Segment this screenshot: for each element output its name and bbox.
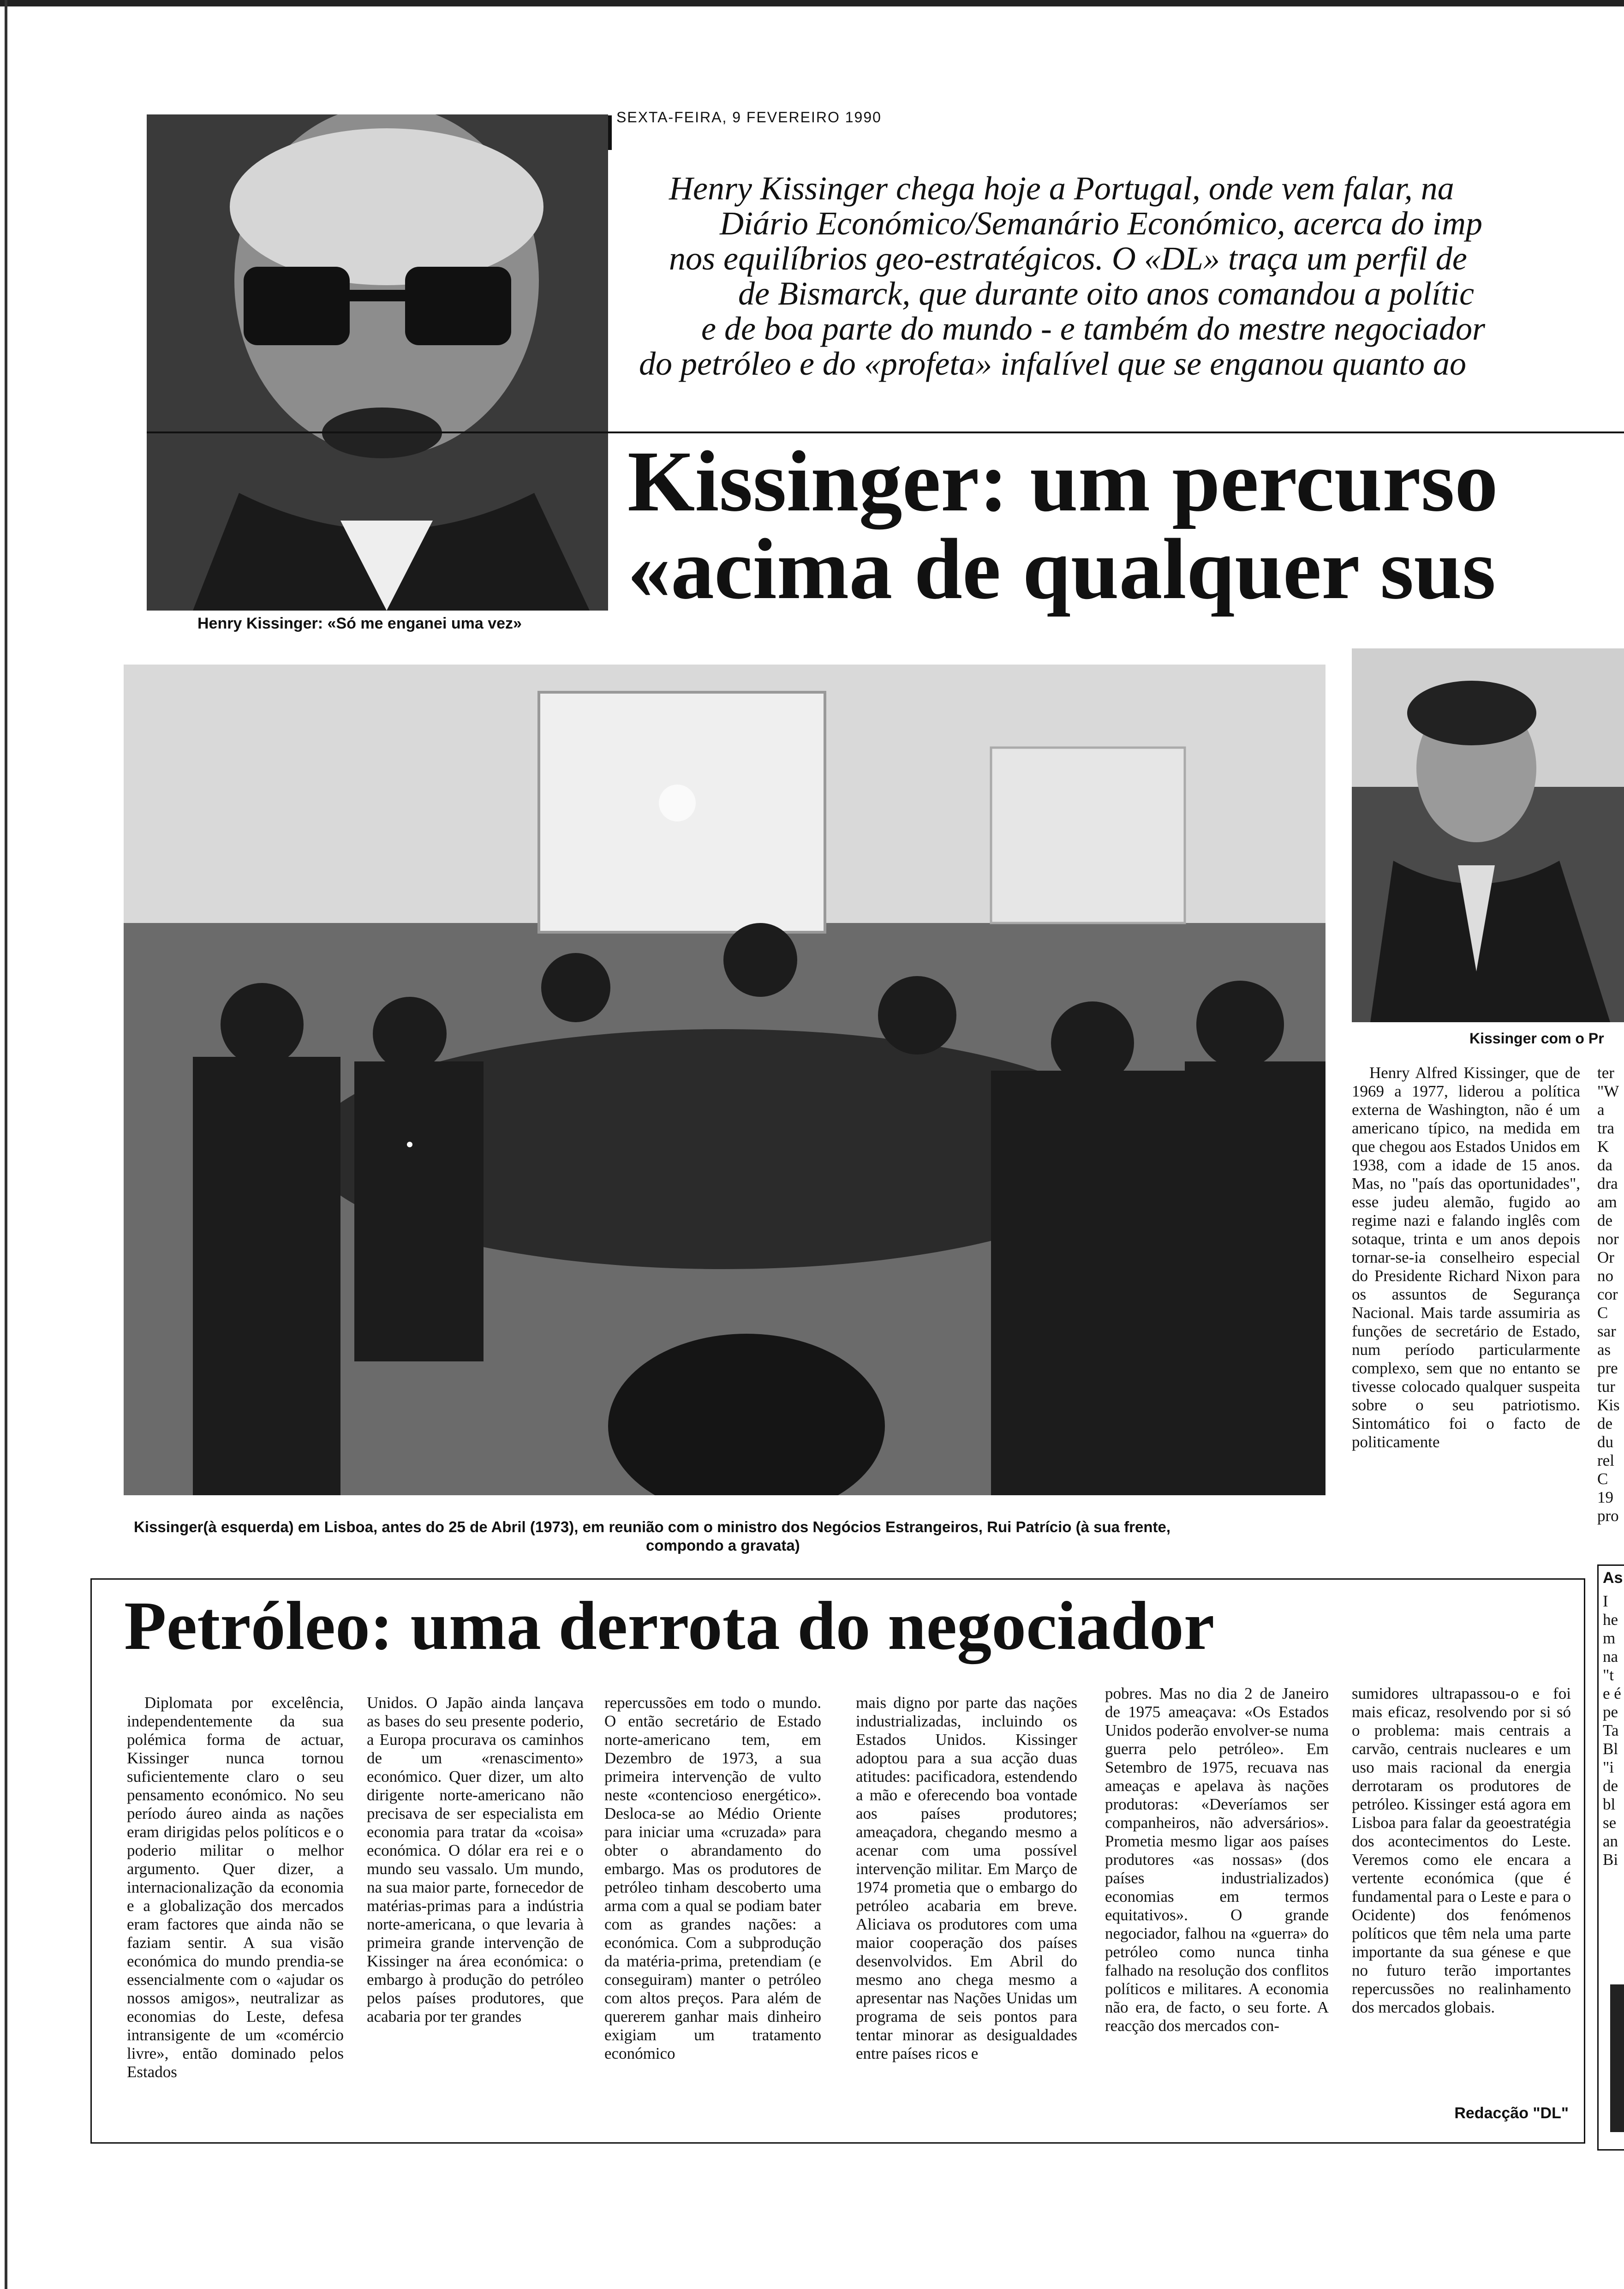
- lead-line: nos equilíbrios geo-estratégicos. O «DL» traça um perfil de: [669, 240, 1467, 277]
- edge-word: se: [1603, 1814, 1617, 1832]
- edge-word: pro: [1597, 1507, 1619, 1525]
- edge-word: pe: [1603, 1703, 1618, 1721]
- headline-line-2: «acima de qualquer sus: [627, 521, 1496, 617]
- lead-line: Diário Económico/Semanário Económico, acerca do imp: [720, 205, 1483, 242]
- right-sidebar-heading: As: [1603, 1569, 1623, 1587]
- article-column-text: Diplomata por excelência, independentemente da sua polémica forma de actuar, Kissinger nunca tornou suficientemente claro o seu pensamento económico. No seu período áureo ainda as nações eram dirigidas pelos políticos e o poderio militar o melhor argumento. Quer dizer, a internacionalização da economia e a globalização dos mercados eram factores que ainda não se faziam sentir. A sua visão económica do mundo prendia-se essencialmente com o «ajudar os nossos amigos», neutralizar as economias do Leste, defesa intransigente de um «comércio livre», então dominado pelos Estados: [127, 1694, 344, 2081]
- edge-word: an: [1603, 1832, 1618, 1850]
- edge-word: e é: [1603, 1684, 1621, 1702]
- nixon-caption: Kissinger com o Pr: [1469, 1030, 1604, 1047]
- portrait-caption: Henry Kissinger: «Só me enganei uma vez»: [197, 615, 522, 632]
- article-column-5: [1105, 1684, 1329, 2132]
- edge-word: sar: [1597, 1322, 1616, 1340]
- lead-paragraph: [614, 166, 1624, 443]
- edge-word: de: [1603, 1777, 1618, 1795]
- headline-line-1: Kissinger: um percurso: [627, 436, 1498, 529]
- article-column-2: [367, 1694, 584, 2132]
- edge-word: de: [1597, 1414, 1613, 1432]
- edge-word: de: [1597, 1211, 1613, 1229]
- edge-word: cor: [1597, 1285, 1618, 1303]
- right-sidebar-photo: [1610, 1984, 1624, 2132]
- main-headline: [623, 436, 1624, 621]
- meeting-caption-line-2: compondo a gravata): [646, 1537, 800, 1554]
- profile-text: Henry Alfred Kissinger, que de 1969 a 1977, liderou a política externa de Washington, não é um americano típico, na medida em que chegou aos Estados Unidos em 1938, com a idade de 15 anos. Mas, no "país das oportunidades", esse judeu alemão, fugido ao regime nazi e falando inglês com sotaque, trinta e um anos depois tornar-se-ia conselheiro especial do Presidente Richard Nixon para os assuntos de Segurança Nacional. Mais tarde assumiria as funções de secretário de Estado, num período particularmente complexo, sem que no entanto se tivesse colocado qualquer suspeita sobre o seu patriotismo. Sintomático foi o facto de politicamente: [1352, 1064, 1580, 1451]
- edge-word: am: [1597, 1193, 1617, 1211]
- article-column-3: [604, 1694, 821, 2132]
- edge-word: dra: [1597, 1174, 1618, 1192]
- article-column-text: pobres. Mas no dia 2 de Janeiro de 1975 ameaçava: «Os Estados Unidos poderão envolver-se numa guerra pelo petróleo». Em Setembro de 1975, recuava nas ameaças e apelava às nações produtoras: «Deveríamos ser companheiros, não adversários». Prometia mesmo ligar aos países produtores «as nossas» (dos países industrializados) economias em termos equitativos». O grande negociador, falhou na «guerra» do petróleo como nunca tinha falhado na resolução dos conflitos políticos e militares. A economia não era, de facto, o seu forte. A reacção dos mercados con-: [1105, 1684, 1329, 2035]
- left-border: [5, 0, 7, 2289]
- edge-word: tra: [1597, 1119, 1614, 1137]
- lead-line: do petróleo e do «profeta» infalível que se enganou quanto ao: [639, 345, 1467, 382]
- article-column-4: [856, 1694, 1077, 2132]
- meeting-illustration: [124, 665, 1325, 1495]
- lead-line: Henry Kissinger chega hoje a Portugal, onde vem falar, na: [669, 170, 1454, 207]
- lead-line: de Bismarck, que durante oito anos comandou a polític: [738, 275, 1475, 312]
- edge-word: Or: [1597, 1248, 1614, 1266]
- article-column-text: sumidores ultrapassou-o e foi mais eficaz, resolvendo por si só o problema: mais centrais a carvão, centrais nucleares e um uso mais racional da energia derrotaram os produtores de petróleo. Kissinger está agora em Lisboa para falar da geoestratégia dos acontecimentos do Leste. Veremos como ele encara a vertente económica (que é fundamental para o Leste e para o Ocidente) dos fenómenos políticos que têm nela uma parte importante da sua génese e que no futuro terão importantes repercussões no realinhamento dos mercados globais.: [1352, 1684, 1571, 2016]
- edge-word: Kis: [1597, 1396, 1620, 1414]
- edge-word: m: [1603, 1629, 1616, 1647]
- edge-word: pre: [1597, 1359, 1618, 1377]
- edge-word: C: [1597, 1304, 1608, 1322]
- edge-word: da: [1597, 1156, 1613, 1174]
- edge-word: bl: [1603, 1795, 1616, 1813]
- lead-line: e de boa parte do mundo - e também do mestre negociador: [701, 310, 1485, 347]
- edge-word: Bl: [1603, 1740, 1618, 1758]
- edge-word: a: [1597, 1101, 1605, 1119]
- dateline: SEXTA-FEIRA, 9 FEVEREIRO 1990: [616, 109, 882, 126]
- edge-word: K: [1597, 1138, 1609, 1156]
- right-sidebar-edge: [1603, 1592, 1624, 1915]
- edge-word: du: [1597, 1433, 1613, 1451]
- article-column-6: [1352, 1684, 1571, 2100]
- edge-word: 19: [1597, 1488, 1613, 1506]
- portrait-illustration: [147, 114, 608, 611]
- profile-edge-column: [1597, 1064, 1624, 1594]
- article-column-text: Unidos. O Japão ainda lançava as bases do seu presente poderio, a Europa procurava os caminhos de um «renascimento» económico. Quer dizer, um alto dirigente norte-americano não precisava de ser especialista em economia para tratar da «coisa» económica. O dólar era rei e o mundo seu vassalo. Um mundo, na sua maior parte, fornecedor de matérias-primas para a indústria norte-americana, o que levaria à primeira grande intervenção de Kissinger na área económica: o embargo à produção do petróleo pelos países produtores, que acabaria por ter grandes: [367, 1694, 584, 2025]
- article-title: Petróleo: uma derrota do negociador: [124, 1588, 1215, 1664]
- edge-word: rel: [1597, 1451, 1614, 1469]
- edge-word: ter: [1597, 1064, 1614, 1082]
- article-column-1: [127, 1694, 344, 2132]
- edge-word: Bi: [1603, 1851, 1618, 1869]
- edge-word: as: [1597, 1341, 1611, 1359]
- dateline-rule: [608, 115, 612, 150]
- headline-rule: [147, 431, 1624, 433]
- edge-word: "t: [1603, 1666, 1614, 1684]
- kissinger-portrait-photo: [147, 114, 608, 611]
- article-column-text: repercussões em todo o mundo. O então secretário de Estado norte-americano tem, em Dezembro de 1973, a sua primeira intervenção de vulto neste «contencioso energético». Desloca-se ao Médio Oriente para iniciar uma «cruzada» para obter o abrandamento do embargo. Mas os produtores de petróleo tinham descoberto uma arma com a qual se podiam bater com as grandes nações: a económica. Com a subprodução da matéria-prima, pretendiam (e conseguiram) manter o petróleo com altos preços. Para além de quererem ganhar mais dinheiro exigiam um tratamento económico: [604, 1694, 821, 2062]
- meeting-caption-line-1: Kissinger(à esquerda) em Lisboa, antes do 25 de Abril (1973), em reunião com o ministro dos Negócios Estrangeiros, Rui Patrício (à sua frente,: [134, 1518, 1171, 1535]
- article-signature: Redacção "DL": [1454, 2104, 1569, 2122]
- edge-word: na: [1603, 1648, 1618, 1666]
- edge-word: nor: [1597, 1230, 1619, 1248]
- edge-word: Ta: [1603, 1721, 1619, 1739]
- lisbon-meeting-photo: [124, 665, 1325, 1495]
- edge-word: "W: [1597, 1082, 1619, 1100]
- edge-word: no: [1597, 1267, 1613, 1285]
- article-column-text: mais digno por parte das nações industrializadas, incluindo os Estados Unidos. Kissinger adoptou para a sua acção duas atitudes: pacificadora, estendendo a mão e oferecendo boa vontade aos países produtores; ameaçadora, chegando mesmo a acenar com uma possível intervenção militar. Em Março de 1974 prometia que o embargo do petróleo acabaria em breve. Aliciava os produtores com uma maior cooperação dos países desenvolvidos. Em Abril do mesmo ano chega mesmo a apresentar nas Nações Unidas um programa de seis pontos para tentar minorar as desigualdades entre países ricos e: [856, 1694, 1077, 2062]
- profile-column: [1352, 1064, 1580, 1594]
- edge-word: "i: [1603, 1758, 1614, 1776]
- edge-word: tur: [1597, 1378, 1615, 1396]
- nixon-photo: [1352, 648, 1624, 1022]
- edge-word: he: [1603, 1611, 1618, 1629]
- edge-word: I: [1603, 1592, 1608, 1610]
- top-border: [0, 0, 1624, 6]
- nixon-illustration: [1352, 648, 1624, 1022]
- edge-word: C: [1597, 1470, 1608, 1488]
